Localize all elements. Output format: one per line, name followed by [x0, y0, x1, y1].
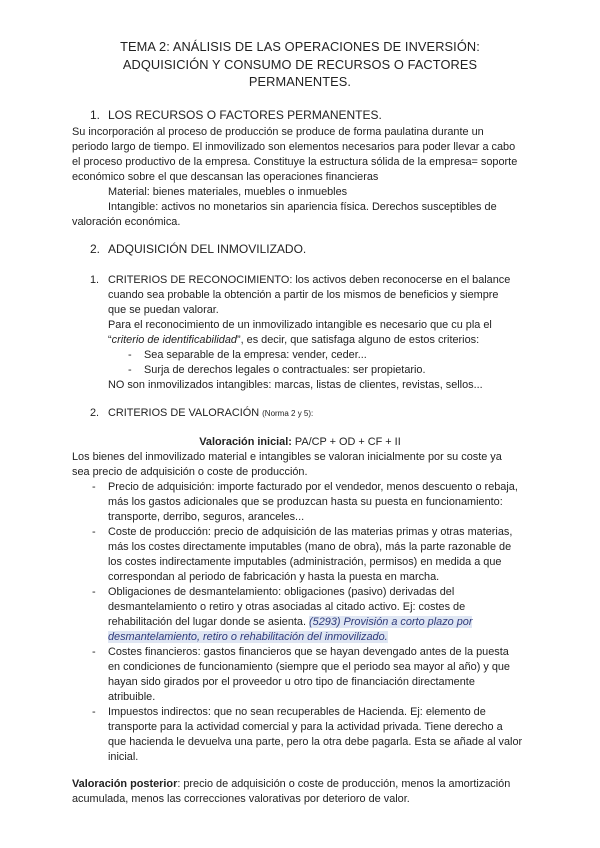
sub1-number: 1.	[90, 274, 100, 286]
item2-line-1: Coste de producción: precio de adquisición de las materias primas y otras materias,	[108, 526, 513, 538]
section1-line-2: periodo largo de tiempo. El inmovilizado son elementos necesarios para poder llevar a cabo	[72, 141, 516, 153]
sub1-no-line: NO son inmovilizados intangibles: marcas, listas de clientes, revistas, sellos...	[108, 379, 483, 391]
section1-heading: LOS RECURSOS O FACTORES PERMANENTES.	[108, 108, 382, 122]
item2-line-3: los costes indirectamente imputables (administración, permisos) en medida a que	[108, 556, 502, 568]
title-line-2: ADQUISICIÓN Y CONSUMO DE RECURSOS O FACTORES	[122, 56, 478, 72]
item-dash-5: -	[92, 706, 96, 718]
sub1-line-5	[108, 333, 479, 348]
item5-line-1: Impuestos indirectos: que no sean recuperables de Hacienda. Ej: elemento de	[108, 706, 486, 718]
sub2-heading-text: CRITERIOS DE VALORACIÓN	[108, 407, 260, 419]
item-dash-4: -	[92, 646, 96, 658]
item5-line-4: inicial.	[108, 751, 139, 763]
valoracion-posterior-line-1	[72, 777, 510, 792]
sub1-line-4: Para el reconocimiento de un inmovilizado intangible es necesario que cu pla el	[108, 319, 492, 331]
section2-heading: ADQUISICIÓN DEL INMOVILIZADO.	[108, 242, 307, 256]
item4-line-1: Costes financieros: gastos financieros que se hayan devengado antes de la puesta	[108, 646, 509, 658]
item1-line-2: más los gastos adicionales que se produzcan hasta su puesta en funcionamiento:	[108, 496, 503, 508]
identifiability-criterion: criterio de identificabilidad	[111, 334, 237, 346]
section2-number: 2.	[90, 242, 101, 256]
quote-open: “	[108, 334, 112, 346]
item3-line-1: Obligaciones de desmantelamiento: obligaciones (pasivo) derivadas del	[108, 586, 455, 598]
item2-line-4: correspondan al periodo de fabricación y hasta la puesta en marcha.	[108, 571, 440, 583]
item4-line-3: hayan sido girados por el proveedor u otro tipo de financiación directamente	[108, 676, 475, 688]
section1-number: 1.	[90, 108, 101, 122]
vi-intro-2: sea precio de adquisición o coste de producción.	[72, 466, 308, 478]
item-dash-2: -	[92, 526, 96, 538]
bullet-dash-1: -	[128, 349, 132, 361]
item3-line-4	[108, 630, 388, 645]
item3-line-3-plain: rehabilitación del lugar donde se asienta.	[108, 616, 310, 628]
item-dash-3: -	[92, 586, 96, 598]
intangible-line-cont: valoración económica.	[72, 216, 181, 228]
valoracion-inicial-label: Valoración inicial:	[199, 436, 292, 448]
item3-highlight-2: desmantelamiento, retiro o rehabilitación del inmovilizado.	[108, 631, 388, 643]
sub1-bullet-2: Surja de derechos legales o contractuales: ser propietario.	[144, 364, 426, 376]
item5-line-3: que hacienda le devuelva una parte, pero la otra debe pagarla. Esta se añade al valor	[108, 736, 523, 748]
intangible-line: Intangible: activos no monetarios sin apariencia física. Derechos susceptibles de	[108, 201, 497, 213]
sub1-line-3: que se puedan valorar.	[108, 304, 219, 316]
quote-rest: ”, es decir, que satisfaga alguno de estos criterios:	[236, 334, 480, 346]
sub1-line-2: cuando sea probable la obtención a partir de los mismos de beneficios y siempre	[108, 289, 499, 301]
sub1-bullet-1: Sea separable de la empresa: vender, ceder...	[144, 349, 367, 361]
item3-line-2: desmantelamiento o retiro y otras asociadas al citado activo. Ej: costes de	[108, 601, 466, 613]
valoracion-inicial-formula: PA/CP + OD + CF + II	[294, 436, 401, 448]
sub2-note: (Norma 2 y 5):	[262, 409, 314, 418]
valoracion-inicial-heading	[0, 435, 600, 450]
item3-line-3	[108, 615, 472, 630]
item4-line-4: atribuible.	[108, 691, 156, 703]
sub2-heading	[108, 406, 313, 421]
sub1-line-1: CRITERIOS DE RECONOCIMIENTO: los activos deben reconocerse en el balance	[108, 274, 511, 286]
valoracion-posterior-line-2: acumulada, menos las correcciones valorativas por deterioro de valor.	[72, 793, 410, 805]
bullet-dash-2: -	[128, 364, 132, 376]
valoracion-posterior-rest: : precio de adquisición o coste de producción, menos la amortización	[177, 778, 511, 790]
item-dash-1: -	[92, 481, 96, 493]
vi-intro-1: Los bienes del inmovilizado material e intangibles se valoran inicialmente por su coste ya	[72, 451, 502, 463]
section1-line-1: Su incorporación al proceso de producción se produce de forma paulatina durante un	[72, 126, 484, 138]
item2-line-2: más los costes directamente imputables (mano de obra), más la parte razonable de	[108, 541, 512, 553]
title-line-3: PERMANENTES.	[248, 74, 352, 89]
section1-line-4: económico sobre el que descansan las operaciones financieras	[72, 171, 379, 183]
valoracion-posterior-label: Valoración posterior	[72, 778, 178, 790]
item1-line-1: Precio de adquisición: importe facturado por el vendedor, menos descuento o rebaja,	[108, 481, 518, 493]
item1-line-3: transporte, derribo, seguros, aranceles...	[108, 511, 305, 523]
material-line: Material: bienes materiales, muebles o inmuebles	[108, 186, 348, 198]
section1-line-3: el proceso productivo de la empresa. Constituye la estructura sólida de la empresa= soporte	[72, 156, 518, 168]
item3-highlight-1: (5293) Provisión a corto plazo por	[309, 616, 473, 628]
sub2-number: 2.	[90, 407, 100, 419]
item4-line-2: en condiciones de funcionamiento (siempre que el periodo sea mayor al año) y que	[108, 661, 510, 673]
title-line-1: TEMA 2: ANÁLISIS DE LAS OPERACIONES DE INVERSIÓN:	[120, 39, 480, 54]
document-title	[100, 38, 500, 91]
item5-line-2: transporte para la actividad comercial y para la actividad privada. Tiene derecho a	[108, 721, 503, 733]
